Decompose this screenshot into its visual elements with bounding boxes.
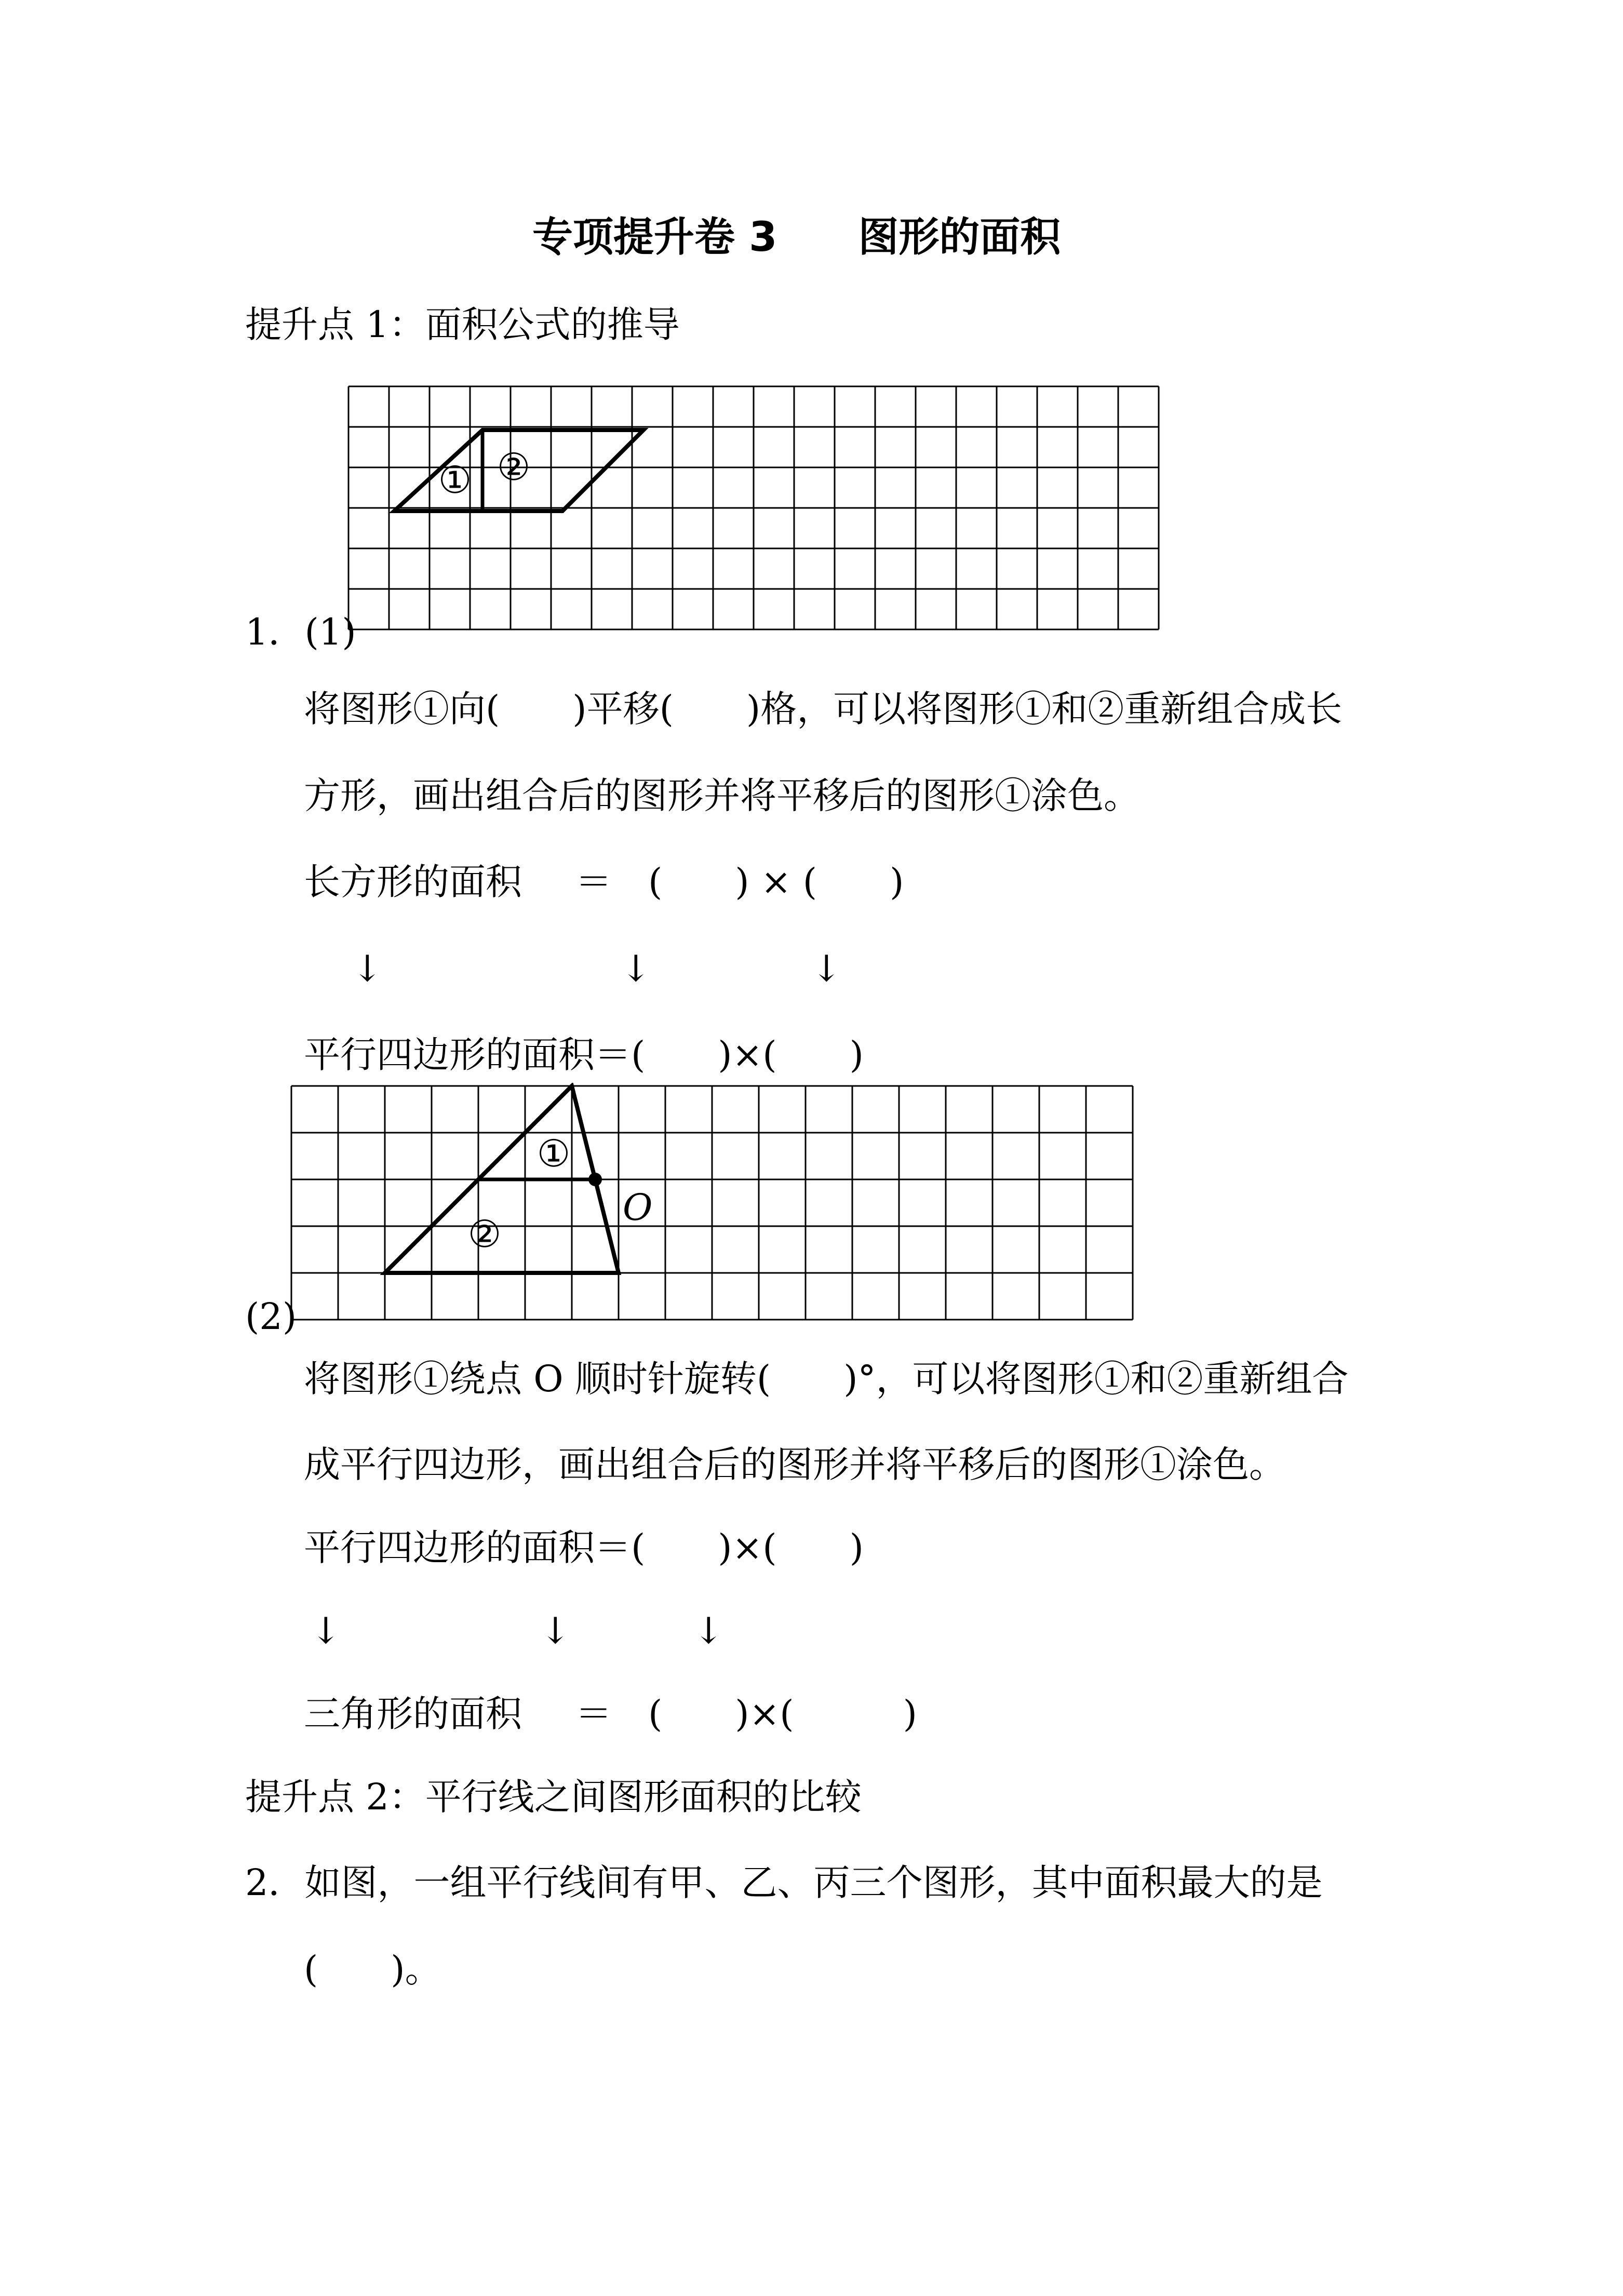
parallelogram-area-line-2: 平行四边形的面积＝( )×( ) — [304, 1526, 864, 1569]
arrow-down: ↓ — [352, 947, 383, 990]
q1-text-line2: 方形，画出组合后的图形并将平移后的图形①涂色。 — [304, 774, 1140, 817]
q3-text-line1: 2．如图，一组平行线间有甲、乙、丙三个图形，其中面积最大的是 — [245, 1861, 1323, 1904]
arrow-down: ↓ — [311, 1609, 341, 1652]
arrow-down: ↓ — [540, 1609, 571, 1652]
question-1-part-2-number: (2) — [245, 1295, 297, 1338]
label-1: ① — [536, 1132, 571, 1175]
section-heading-1: 提升点 1：面积公式的推导 — [245, 303, 680, 346]
parallelogram-area-line: 平行四边形的面积＝( )×( ) — [304, 1033, 864, 1076]
label-2: ② — [467, 1212, 502, 1256]
grid-figure-1 — [345, 383, 1187, 643]
arrow-down: ↓ — [621, 947, 651, 990]
grid-figure-2 — [288, 1083, 1145, 1327]
q2-text-line1: 将图形①绕点 O 顺时针旋转( )°，可以将图形①和②重新组合 — [304, 1358, 1349, 1400]
point-o-label: O — [623, 1186, 653, 1229]
point-o-dot — [588, 1173, 602, 1186]
triangle-area-label: 三角形的面积 — [304, 1693, 522, 1735]
triangle-area-equation: ＝ ( )×( ) — [575, 1693, 917, 1735]
rect-area-equation: ＝ ( ) × ( ) — [575, 861, 904, 903]
section-heading-2: 提升点 2：平行线之间图形面积的比较 — [245, 1776, 862, 1818]
label-1: ① — [438, 458, 472, 502]
arrow-down: ↓ — [693, 1609, 724, 1652]
rect-area-label: 长方形的面积 — [304, 861, 522, 903]
q3-text-line2: ( )。 — [304, 1948, 441, 1991]
label-2: ② — [497, 445, 531, 489]
q1-text-line1: 将图形①向( )平移( )格，可以将图形①和②重新组合成长 — [304, 688, 1343, 730]
page-title: 专项提升卷 3 图形的面积 — [532, 214, 1061, 261]
q2-text-line2: 成平行四边形，画出组合后的图形并将平移后的图形①涂色。 — [304, 1443, 1285, 1486]
question-1-number: 1．(1) — [245, 611, 356, 653]
arrow-down: ↓ — [811, 947, 842, 990]
